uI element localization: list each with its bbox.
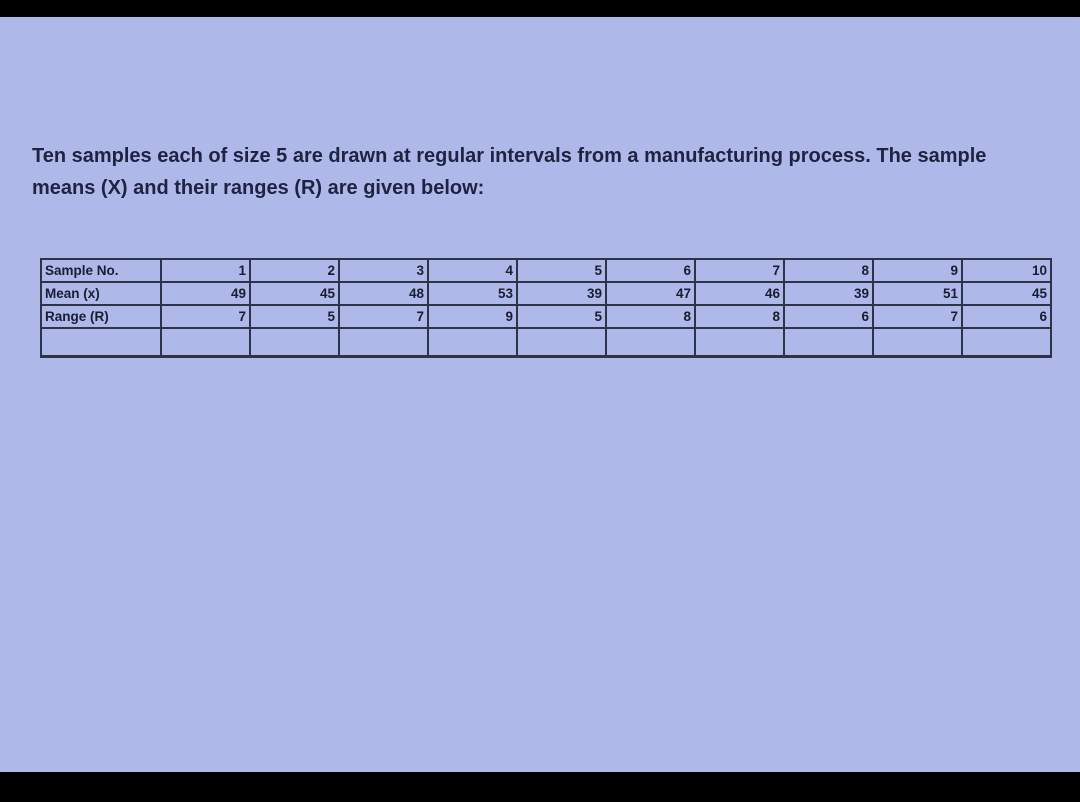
table-cell: 1 [161,259,250,282]
table-cell: 10 [962,259,1051,282]
problem-line-2: means (X) and their ranges (R) are given below: [32,177,485,199]
table-cell: 2 [250,259,339,282]
table-cell: 49 [161,282,250,305]
table-cell-empty [428,328,517,357]
table-cell: 7 [695,259,784,282]
problem-line-1: Ten samples each of size 5 are drawn at regular intervals from a manufacturing process. The sample [32,145,987,167]
data-table [40,258,1052,358]
table-cell: 9 [873,259,962,282]
table-cell: 51 [873,282,962,305]
table-cell: 3 [339,259,428,282]
table-cell: 39 [517,282,606,305]
table-cell-empty [517,328,606,357]
table-cell-empty [606,328,695,357]
table-cell: 5 [517,259,606,282]
table-cell: 7 [873,305,962,328]
row-label-range: Range (R) [41,305,161,328]
table-cell-empty [339,328,428,357]
table-cell: 8 [784,259,873,282]
table-cell: 46 [695,282,784,305]
table-cell-empty [962,328,1051,357]
table-cell-empty [784,328,873,357]
document-frame [0,17,1080,772]
table-cell: 45 [962,282,1051,305]
table-cell: 7 [339,305,428,328]
table-cell-empty [250,328,339,357]
table-row-blank [41,328,1051,357]
table-cell-empty [41,328,161,357]
table-cell: 47 [606,282,695,305]
table-cell-empty [695,328,784,357]
table-cell: 6 [784,305,873,328]
table-cell: 5 [517,305,606,328]
table-cell: 8 [695,305,784,328]
table-cell: 6 [606,259,695,282]
table-cell: 48 [339,282,428,305]
table-row-sample-no [41,259,1051,282]
table-cell: 7 [161,305,250,328]
table-cell: 45 [250,282,339,305]
table-row-mean [41,282,1051,305]
table-cell: 9 [428,305,517,328]
row-label-mean: Mean (x) [41,282,161,305]
table-cell: 5 [250,305,339,328]
table-cell: 39 [784,282,873,305]
table-cell-empty [873,328,962,357]
row-label-sample-no: Sample No. [41,259,161,282]
table-cell: 53 [428,282,517,305]
table-cell: 4 [428,259,517,282]
problem-statement [32,140,1062,204]
table-cell: 6 [962,305,1051,328]
table-cell-empty [161,328,250,357]
table-cell: 8 [606,305,695,328]
table-row-range [41,305,1051,328]
